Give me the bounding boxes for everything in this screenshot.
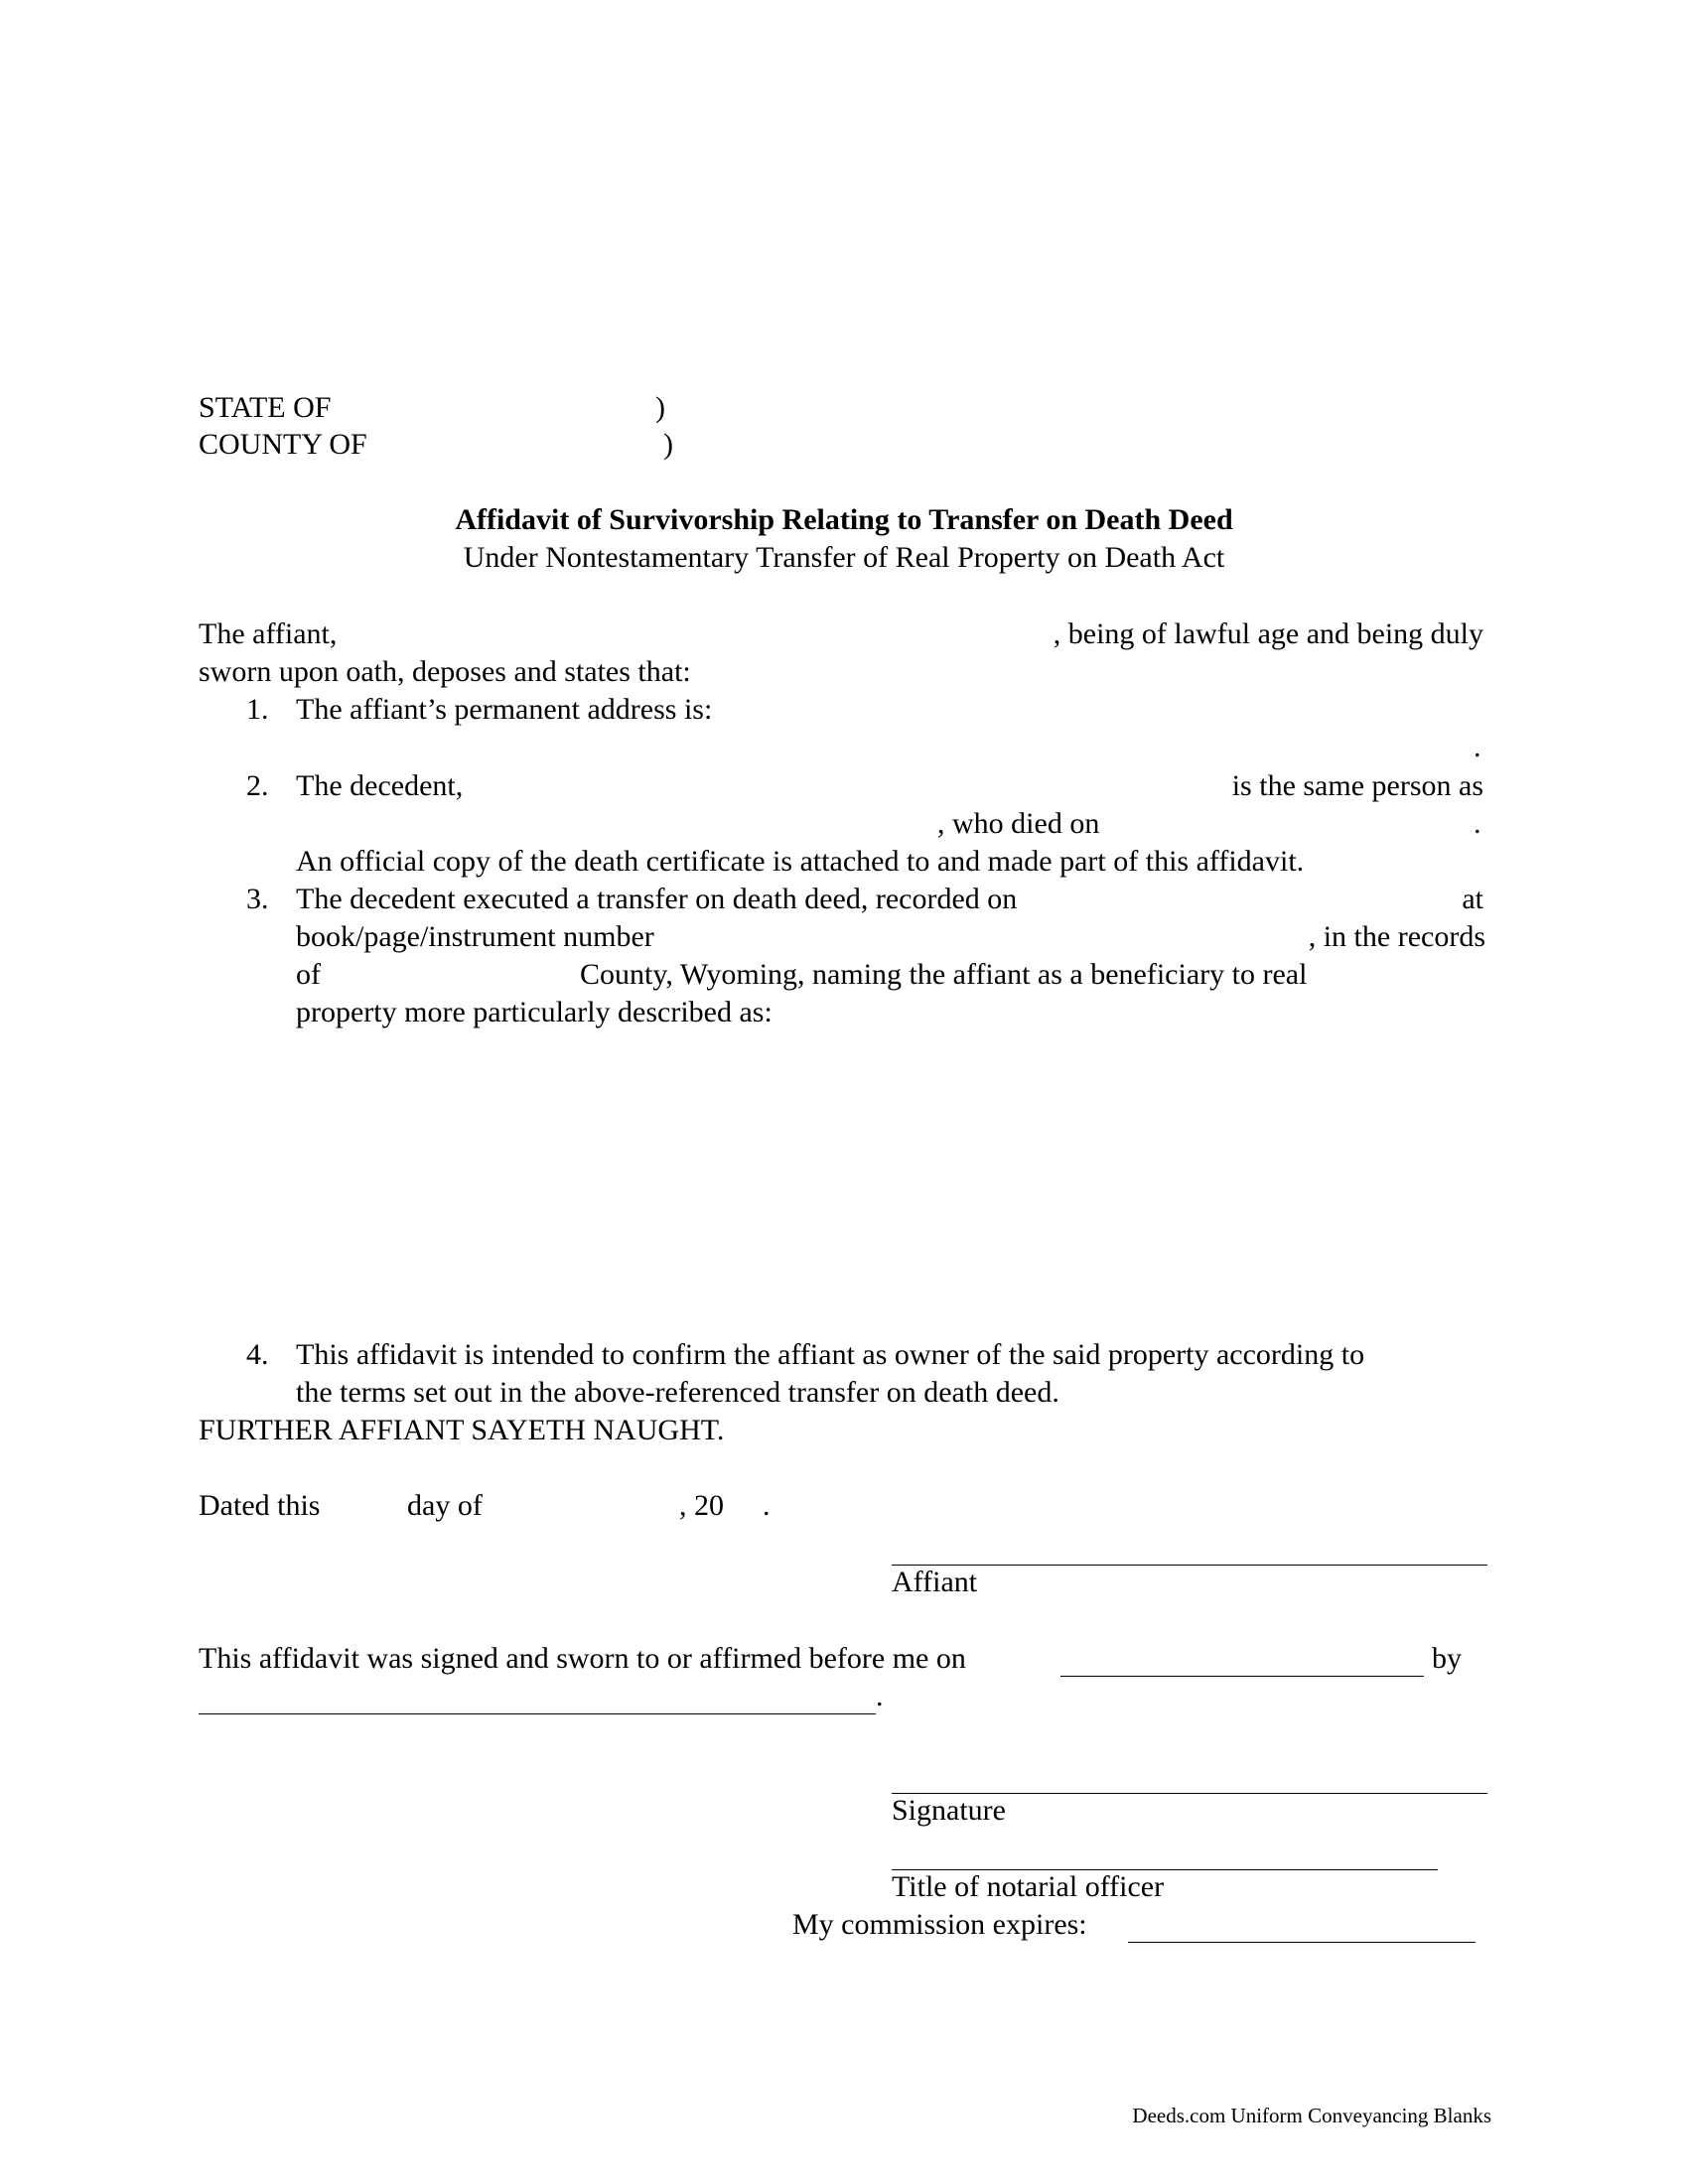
item-3-number: 3.: [246, 883, 269, 915]
item-3-property: property more particularly described as:: [296, 996, 773, 1028]
year-prefix: , 20: [679, 1489, 724, 1522]
item-2-number: 2.: [246, 769, 269, 802]
document-subtitle: Under Nontestamentary Transfer of Real Property on Death Act: [463, 541, 1225, 574]
commission-line: [1128, 1942, 1476, 1943]
item-2-end: .: [1474, 807, 1481, 840]
footer-brand: Deeds.com Uniform Conveyancing Blanks: [1132, 2104, 1491, 2127]
item-3-in-records: , in the records: [1308, 920, 1485, 953]
item-4-number: 4.: [246, 1338, 269, 1371]
affiant-label: The affiant,: [199, 617, 338, 650]
affiant-label-sig: Affiant: [892, 1566, 978, 1598]
state-paren: ): [655, 391, 665, 424]
document-title: Affidavit of Survivorship Relating to Transfer on Death Deed: [455, 503, 1233, 536]
commission-label: My commission expires:: [792, 1908, 1087, 1941]
day-of: day of: [407, 1489, 483, 1522]
further-affiant: FURTHER AFFIANT SAYETH NAUGHT.: [199, 1414, 725, 1446]
item-3-of: of: [296, 958, 321, 991]
notary-by: by: [1432, 1642, 1462, 1675]
year-end: .: [763, 1489, 771, 1522]
item-1-end: .: [1474, 731, 1481, 763]
item-2-died-on: , who died on: [937, 807, 1100, 840]
item-4-terms: the terms set out in the above-referenced transfer on death deed.: [296, 1376, 1059, 1409]
item-1-text: The affiant’s permanent address is:: [296, 693, 713, 726]
signature-label: Signature: [892, 1794, 1006, 1827]
item-2-same-person: is the same person as: [1231, 769, 1483, 802]
item-1-number: 1.: [246, 693, 269, 726]
item-2-decedent: The decedent,: [296, 769, 464, 802]
item-2-death-certificate: An official copy of the death certificate is attached to and made part of this affidavit.: [296, 845, 1305, 878]
county-label: COUNTY OF: [199, 428, 367, 461]
notary-statement: This affidavit was signed and sworn to or affirmed before me on: [199, 1642, 966, 1675]
state-label: STATE OF: [199, 391, 332, 424]
officer-title-label: Title of notarial officer: [892, 1870, 1165, 1903]
affiant-signature-line: [892, 1565, 1487, 1566]
sworn-text: sworn upon oath, deposes and states that:: [199, 655, 691, 688]
item-3-book-page: book/page/instrument number: [296, 920, 654, 953]
lawful-age-text: , being of lawful age and being duly: [1053, 617, 1483, 650]
notary-end: .: [876, 1680, 884, 1712]
notary-name-line: [199, 1713, 876, 1714]
notary-date-line: [1060, 1676, 1424, 1677]
dated-this: Dated this: [199, 1489, 321, 1522]
item-4-confirm: This affidavit is intended to confirm the affiant as owner of the said property according to: [296, 1338, 1365, 1371]
item-3-county: County, Wyoming, naming the affiant as a beneficiary to real: [580, 958, 1308, 991]
county-paren: ): [663, 428, 673, 461]
item-3-at: at: [1462, 883, 1483, 915]
item-3-recorded: The decedent executed a transfer on death deed, recorded on: [296, 883, 1018, 915]
